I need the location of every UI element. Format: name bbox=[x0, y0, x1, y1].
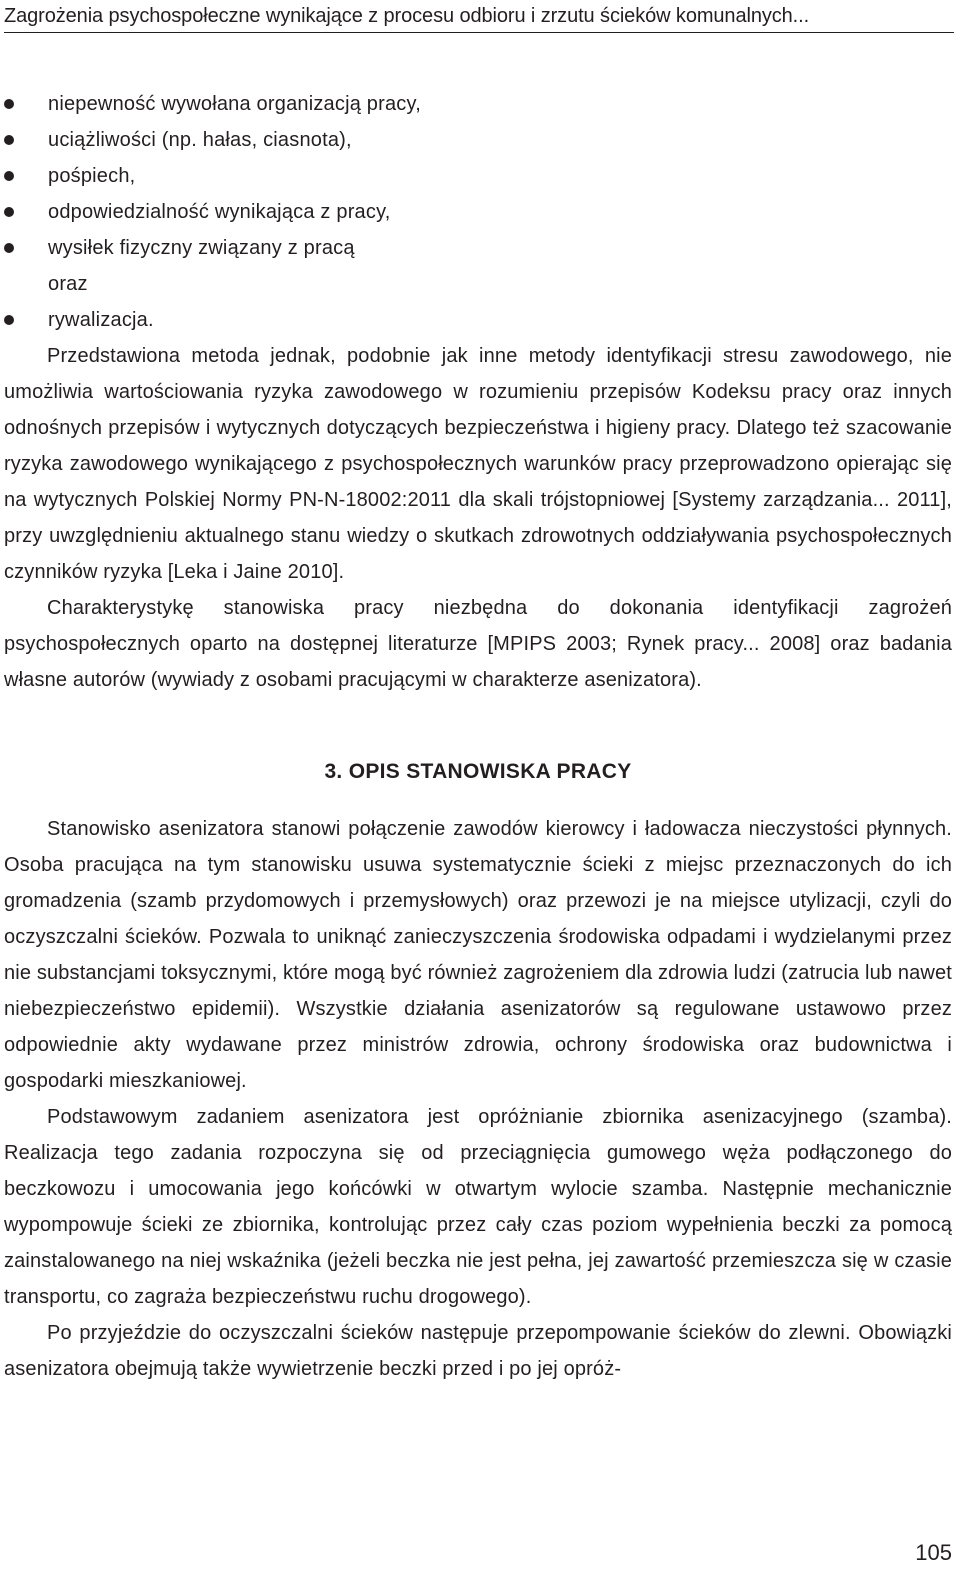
list-item: niepewność wywołana organizacją pracy, bbox=[4, 86, 952, 122]
list-item: odpowiedzialność wynikająca z pracy, bbox=[4, 194, 952, 230]
section-heading: 3. OPIS STANOWISKA PRACY bbox=[324, 760, 632, 783]
paragraph-job-description: Stanowisko asenizatora stanowi połączenie zawodów kierowcy i ładowacza nieczystości płynnych. Osoba pracująca na tym stanowisku usuwa systematycznie ścieki z miejsc przeznaczonych do ich gromadzenia (szamb przydomowych i przemysłowych) oraz przewozi je na miejsce utylizacji, czyli do oczyszczalni ścieków. Pozwala to uniknąć zanieczyszczenia środowiska odpadami i wydzielanymi przez nie substancjami toksycznymi, które mogą być również zagrożeniem dla zdrowia ludzi (zatrucia lub nawet niebezpieczeństwo epidemii). Wszystkie działania asenizatorów są regulowane ustawowo przez odpowiednie akty wydawane przez ministrów zdrowia, ochrony środowiska oraz budownictwa i gospodarki mieszkaniowej. bbox=[4, 818, 952, 1092]
list-item: wysiłek fizyczny związany z pracą bbox=[4, 230, 952, 266]
list-item: uciążliwości (np. hałas, ciasnota), bbox=[4, 122, 952, 158]
page-body bbox=[4, 86, 952, 1387]
bullet-icon bbox=[4, 171, 14, 181]
bullet-icon bbox=[4, 207, 14, 217]
paragraph-risk-method: Przedstawiona metoda jednak, podobnie jak inne metody identyfikacji stresu zawodowego, nie umożliwia wartościowania ryzyka zawodowego w rozumieniu przepisów Kodeksu pracy oraz innych odnośnych przepisów i wytycznych dotyczących bezpieczeństwa i higieny pracy. Dlatego też szacowanie ryzyka zawodowego wynikającego z psychospołecznych warunków pracy przeprowadzono opierając się na wytycznych Polskiej Normy PN-N-18002:2011 dla skali trójstopniowej [Systemy zarządzania... 2011], przy uwzględnieniu aktualnego stanu wiedzy o skutkach zdrowotnych oddziaływania psychospołecznych czynników ryzyka [Leka i Jaine 2010]. bbox=[4, 345, 952, 583]
page-number: 105 bbox=[915, 1540, 952, 1565]
risk-factor-list bbox=[4, 86, 952, 338]
list-item: rywalizacja. bbox=[4, 302, 952, 338]
bullet-icon bbox=[4, 243, 14, 253]
paragraph-main-task: Podstawowym zadaniem asenizatora jest opróżnianie zbiornika asenizacyjnego (szamba). Realizacja tego zadania rozpoczyna się od przeciągnięcia gumowego węża podłączonego do beczkowozu i umocowania jego końcówki w otwartym wylocie szamba. Następnie mechanicznie wypompowuje ścieki ze zbiornika, kontrolując przez cały czas poziom wypełnienia beczki za pomocą zainstalowanego na niej wskaźnika (jeżeli beczka nie jest pełna, jej zawartość przemieszcza się w czasie transportu, co zagraża bezpieczeństwu ruchu drogowego). bbox=[4, 1106, 952, 1308]
bullet-icon bbox=[4, 315, 14, 325]
list-item: pośpiech, bbox=[4, 158, 952, 194]
bullet-icon bbox=[4, 135, 14, 145]
paragraph-arrival: Po przyjeździe do oczyszczalni ścieków następuje przepompowanie ścieków do zlewni. Obowiązki asenizatora obejmują także wywietrzenie beczki przed i po jej opróż- bbox=[4, 1322, 952, 1380]
paragraph-job-characteristics: Charakterystykę stanowiska pracy niezbędna do dokonania identyfikacji zagrożeń psychospołecznych oparto na dostępnej literaturze [MPIPS 2003; Rynek pracy... 2008] oraz badania własne autorów (wywiady z osobami pracującymi w charakterze asenizatora). bbox=[4, 597, 952, 691]
running-header: Zagrożenia psychospołeczne wynikające z procesu odbioru i zrzutu ścieków komunalnych... bbox=[4, 2, 954, 33]
bullet-icon bbox=[4, 99, 14, 109]
list-item-continuation: oraz bbox=[48, 273, 88, 295]
